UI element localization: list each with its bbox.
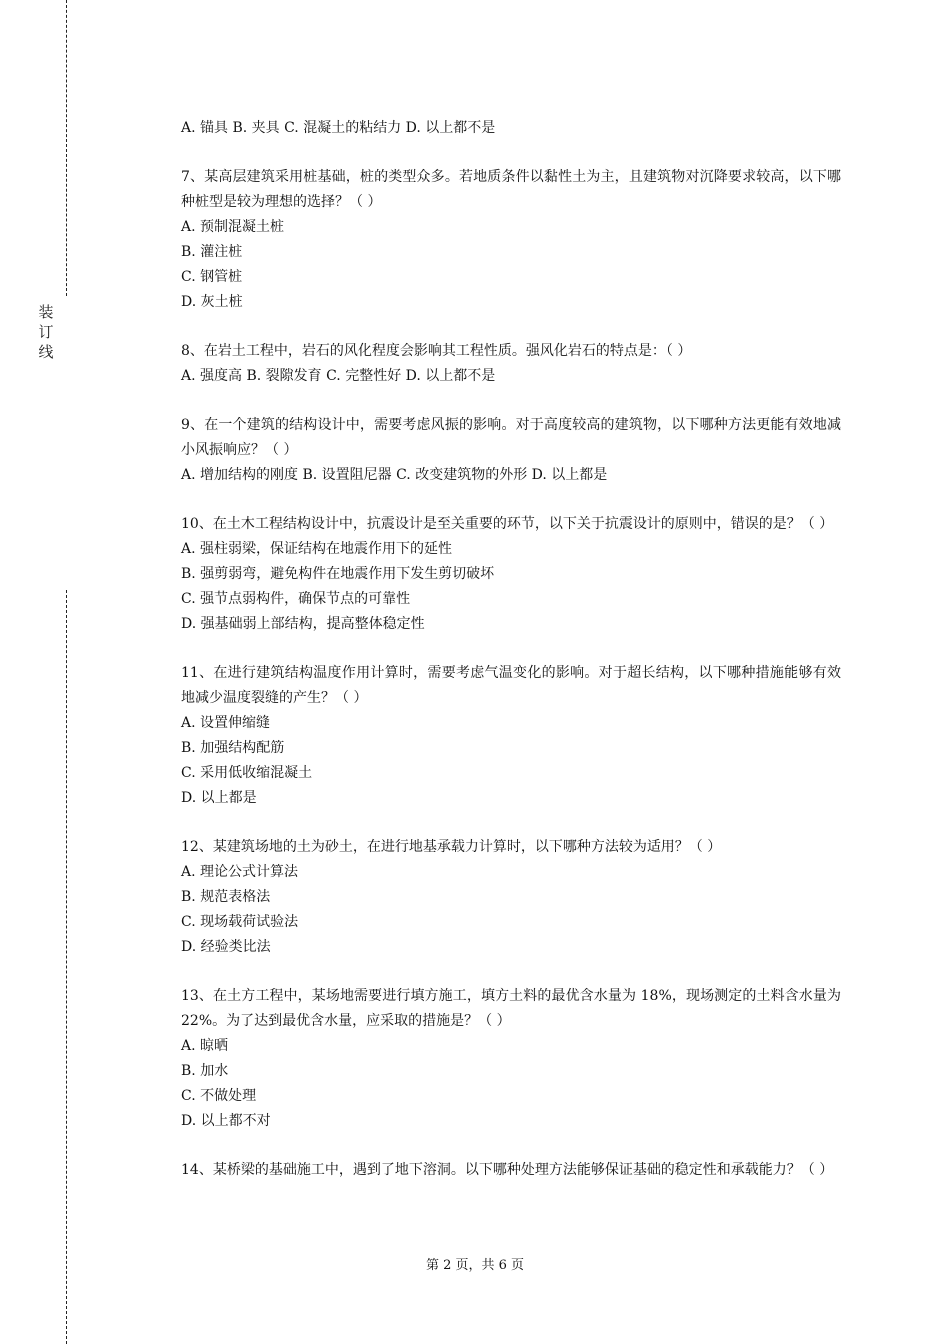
question-stem: 14、某桥梁的基础施工中，遇到了地下溶洞。以下哪种处理方法能够保证基础的稳定性和承载能力？（ ） [181,1162,834,1178]
question-10 [181,512,841,637]
page-footer: 第 2 页，共 6 页 [425,1258,525,1273]
question-6-options [181,116,841,141]
question-stem: 8、在岩土工程中，岩石的风化程度会影响其工程性质。强风化岩石的特点是：（ ） [181,343,692,359]
question-stem: 9、在一个建筑的结构设计中，需要考虑风振的影响。对于高度较高的建筑物，以下哪种方法更能有效地减小风振响应？（ ） [181,417,841,458]
option-b: B. 灌注桩 [181,244,243,260]
binding-line-top [66,0,67,296]
binding-char: 装 [38,303,54,321]
option-c: C. 采用低收缩混凝土 [181,765,313,781]
option-c: C. 强节点弱构件，确保节点的可靠性 [181,591,411,607]
question-stem: 10、在土木工程结构设计中，抗震设计是至关重要的环节，以下关于抗震设计的原则中，错误的是？（ ） [181,516,834,532]
option-a: A. 设置伸缩缝 [181,715,271,731]
option-d: D. 灰土桩 [181,294,243,310]
question-13 [181,984,841,1134]
option-line: A. 锚具 B. 夹具 C. 混凝土的粘结力 D. 以上都不是 [181,120,496,136]
question-14 [181,1158,841,1183]
question-9 [181,413,841,488]
option-line: A. 增加结构的刚度 B. 设置阻尼器 C. 改变建筑物的外形 D. 以上都是 [181,467,608,483]
option-a: A. 晾晒 [181,1038,229,1054]
option-b: B. 规范表格法 [181,889,271,905]
option-d: D. 以上都是 [181,790,257,806]
option-d: D. 经验类比法 [181,939,271,955]
binding-line-bottom [66,590,67,1344]
option-line: A. 强度高 B. 裂隙发育 C. 完整性好 D. 以上都不是 [181,368,496,384]
binding-char: 线 [38,343,54,361]
option-a: A. 强柱弱梁，保证结构在地震作用下的延性 [181,541,453,557]
option-b: B. 强剪弱弯，避免构件在地震作用下发生剪切破坏 [181,566,495,582]
binding-label [34,302,58,362]
question-stem: 12、某建筑场地的土为砂土，在进行地基承载力计算时，以下哪种方法较为适用？（ ） [181,839,722,855]
question-content [181,116,841,1207]
option-c: C. 钢管桩 [181,269,243,285]
question-12 [181,835,841,960]
question-11 [181,661,841,811]
binding-char: 订 [38,323,54,341]
option-c: C. 不做处理 [181,1088,257,1104]
option-c: C. 现场载荷试验法 [181,914,299,930]
option-a: A. 预制混凝土桩 [181,219,285,235]
option-d: D. 强基础弱上部结构，提高整体稳定性 [181,616,425,632]
option-a: A. 理论公式计算法 [181,864,299,880]
question-stem: 13、在土方工程中，某场地需要进行填方施工，填方土料的最优含水量为 18%，现场测定的土料含水量为 22%。为了达到最优含水量，应采取的措施是？（ ） [181,988,841,1029]
question-7 [181,165,841,315]
option-b: B. 加水 [181,1063,229,1079]
question-stem: 7、某高层建筑采用桩基础，桩的类型众多。若地质条件以黏性土为主，且建筑物对沉降要求较高，以下哪种桩型是较为理想的选择？（ ） [181,169,841,210]
option-d: D. 以上都不对 [181,1113,271,1129]
question-stem: 11、在进行建筑结构温度作用计算时，需要考虑气温变化的影响。对于超长结构，以下哪种措施能够有效地减少温度裂缝的产生？（ ） [181,665,841,706]
option-b: B. 加强结构配筋 [181,740,285,756]
question-8 [181,339,841,389]
